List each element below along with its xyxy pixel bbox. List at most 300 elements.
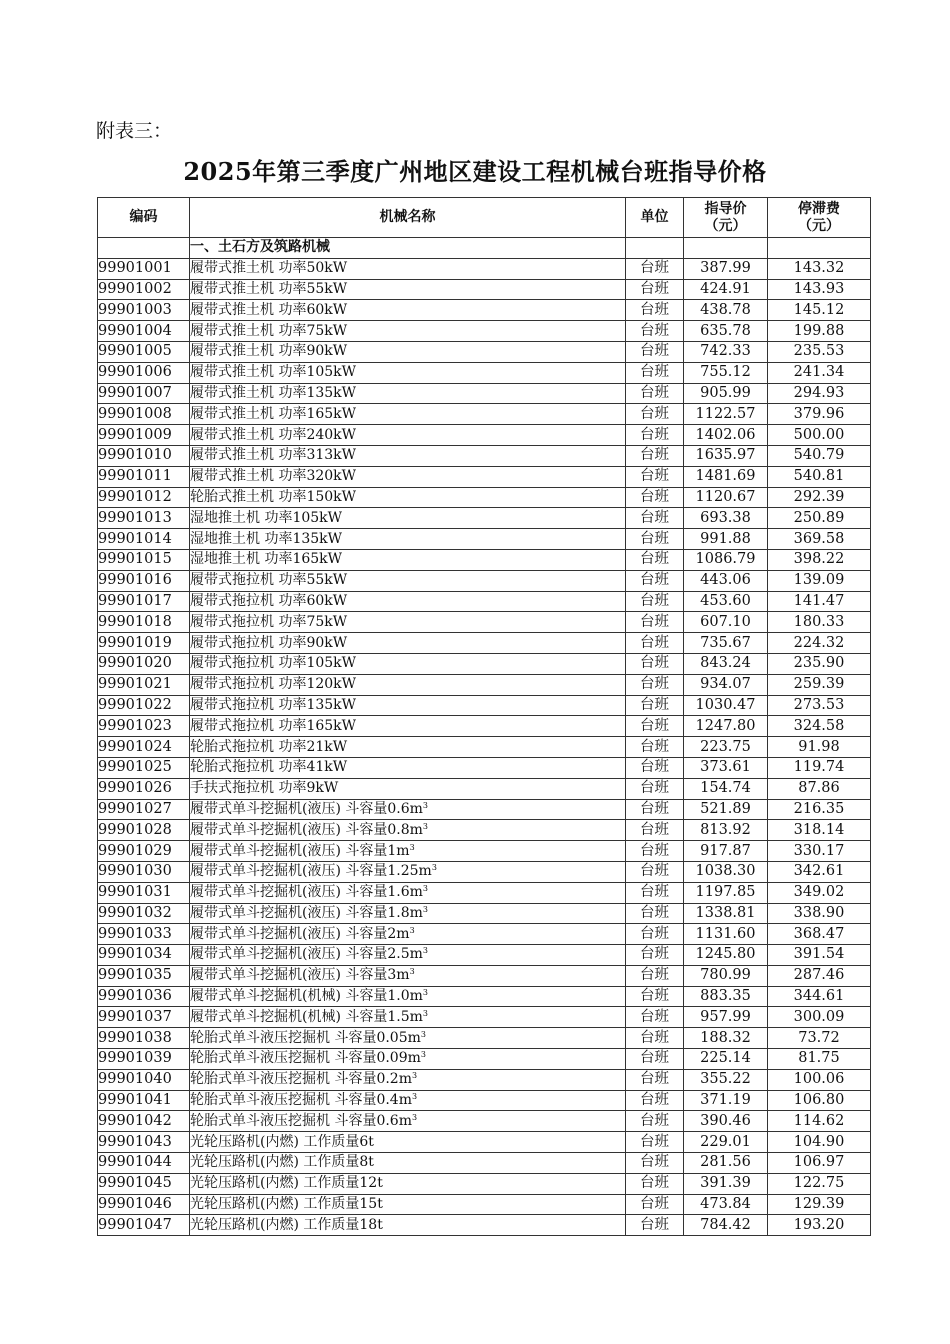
unit-cell: 台班 xyxy=(626,757,684,778)
section-row xyxy=(98,238,871,259)
code-cell: 99901005 xyxy=(98,341,190,362)
code-cell: 99901006 xyxy=(98,362,190,383)
code-cell: 99901037 xyxy=(98,1007,190,1028)
guide-price-cell: 229.01 xyxy=(684,1132,768,1153)
unit-cell: 台班 xyxy=(626,903,684,924)
guide-price-cell: 223.75 xyxy=(684,737,768,758)
unit-cell: 台班 xyxy=(626,1153,684,1174)
idle-fee-cell: 180.33 xyxy=(768,612,871,633)
unit-cell: 台班 xyxy=(626,965,684,986)
idle-fee-cell: 300.09 xyxy=(768,1007,871,1028)
code-cell: 99901008 xyxy=(98,404,190,425)
header-code: 编码 xyxy=(98,198,190,238)
header-row xyxy=(98,198,871,238)
guide-price-cell: 355.22 xyxy=(684,1069,768,1090)
code-cell: 99901003 xyxy=(98,300,190,321)
name-cell: 履带式单斗挖掘机(液压) 斗容量$0.8m^3$ xyxy=(190,820,626,841)
unit-cell: 台班 xyxy=(626,1173,684,1194)
code-cell: 99901024 xyxy=(98,737,190,758)
name-cell: 履带式单斗挖掘机(液压) 斗容量$1.6m^3$ xyxy=(190,882,626,903)
unit-cell: 台班 xyxy=(626,1090,684,1111)
table-row xyxy=(98,1132,871,1153)
unit-cell: 台班 xyxy=(626,570,684,591)
table-row xyxy=(98,279,871,300)
name-cell: 履带式单斗挖掘机(液压) 斗容量$2m^3$ xyxy=(190,924,626,945)
code-cell: 99901045 xyxy=(98,1173,190,1194)
code-cell: 99901012 xyxy=(98,487,190,508)
idle-fee-cell: 143.93 xyxy=(768,279,871,300)
idle-fee-cell: 129.39 xyxy=(768,1194,871,1215)
name-cell: 履带式推土机 功率75kW xyxy=(190,321,626,342)
table-row xyxy=(98,882,871,903)
idle-fee-cell: 241.34 xyxy=(768,362,871,383)
code-cell: 99901002 xyxy=(98,279,190,300)
guide-price-cell: 735.67 xyxy=(684,633,768,654)
idle-fee-cell: 122.75 xyxy=(768,1173,871,1194)
name-cell: 履带式拖拉机 功率105kW xyxy=(190,653,626,674)
table-row xyxy=(98,986,871,1007)
name-cell: 履带式单斗挖掘机(液压) 斗容量$2.5m^3$ xyxy=(190,945,626,966)
unit-cell: 台班 xyxy=(626,487,684,508)
section-code-cell xyxy=(98,238,190,259)
unit-cell: 台班 xyxy=(626,508,684,529)
unit-cell: 台班 xyxy=(626,300,684,321)
name-cell: 湿地推土机 功率135kW xyxy=(190,529,626,550)
idle-fee-cell: 91.98 xyxy=(768,737,871,758)
idle-fee-cell: 119.74 xyxy=(768,757,871,778)
idle-fee-cell: 349.02 xyxy=(768,882,871,903)
unit-cell: 台班 xyxy=(626,674,684,695)
code-cell: 99901014 xyxy=(98,529,190,550)
unit-cell: 台班 xyxy=(626,445,684,466)
idle-fee-cell: 330.17 xyxy=(768,841,871,862)
unit-cell: 台班 xyxy=(626,466,684,487)
idle-fee-cell: 294.93 xyxy=(768,383,871,404)
unit-cell: 台班 xyxy=(626,1007,684,1028)
idle-fee-cell: 338.90 xyxy=(768,903,871,924)
name-cell: 履带式推土机 功率165kW xyxy=(190,404,626,425)
code-cell: 99901031 xyxy=(98,882,190,903)
code-cell: 99901046 xyxy=(98,1194,190,1215)
name-cell: 履带式拖拉机 功率55kW xyxy=(190,570,626,591)
header-guide-price xyxy=(684,198,768,238)
idle-fee-cell: 250.89 xyxy=(768,508,871,529)
guide-price-cell: 957.99 xyxy=(684,1007,768,1028)
table-row xyxy=(98,425,871,446)
idle-fee-cell: 100.06 xyxy=(768,1069,871,1090)
name-cell: 履带式单斗挖掘机(机械) 斗容量$1.5m^3$ xyxy=(190,1007,626,1028)
unit-cell: 台班 xyxy=(626,841,684,862)
name-cell: 履带式推土机 功率55kW xyxy=(190,279,626,300)
table-row xyxy=(98,945,871,966)
unit-cell: 台班 xyxy=(626,362,684,383)
unit-cell: 台班 xyxy=(626,633,684,654)
idle-fee-cell: 141.47 xyxy=(768,591,871,612)
guide-price-cell: 1122.57 xyxy=(684,404,768,425)
table-row xyxy=(98,258,871,279)
code-cell: 99901025 xyxy=(98,757,190,778)
table-row xyxy=(98,1215,871,1236)
guide-price-cell: 780.99 xyxy=(684,965,768,986)
unit-cell: 台班 xyxy=(626,258,684,279)
table-row xyxy=(98,1007,871,1028)
name-cell: 光轮压路机(内燃) 工作质量8t xyxy=(190,1153,626,1174)
idle-fee-cell: 540.81 xyxy=(768,466,871,487)
header-name: 机械名称 xyxy=(190,198,626,238)
code-cell: 99901041 xyxy=(98,1090,190,1111)
idle-fee-cell: 81.75 xyxy=(768,1049,871,1070)
idle-fee-cell: 73.72 xyxy=(768,1028,871,1049)
guide-price-cell: 1030.47 xyxy=(684,695,768,716)
code-cell: 99901028 xyxy=(98,820,190,841)
code-cell: 99901007 xyxy=(98,383,190,404)
name-cell: 手扶式拖拉机 功率9kW xyxy=(190,778,626,799)
section-idle-cell xyxy=(768,238,871,259)
table-row xyxy=(98,653,871,674)
code-cell: 99901001 xyxy=(98,258,190,279)
guide-price-cell: 1635.97 xyxy=(684,445,768,466)
idle-fee-cell: 287.46 xyxy=(768,965,871,986)
table-row xyxy=(98,1173,871,1194)
name-cell: 履带式拖拉机 功率165kW xyxy=(190,716,626,737)
name-cell: 履带式拖拉机 功率60kW xyxy=(190,591,626,612)
code-cell: 99901010 xyxy=(98,445,190,466)
idle-fee-cell: 106.80 xyxy=(768,1090,871,1111)
unit-cell: 台班 xyxy=(626,279,684,300)
unit-cell: 台班 xyxy=(626,1069,684,1090)
idle-fee-cell: 145.12 xyxy=(768,300,871,321)
guide-price-cell: 391.39 xyxy=(684,1173,768,1194)
table-row xyxy=(98,799,871,820)
table-row xyxy=(98,383,871,404)
name-cell: 履带式推土机 功率313kW xyxy=(190,445,626,466)
unit-cell: 台班 xyxy=(626,799,684,820)
unit-cell: 台班 xyxy=(626,1215,684,1236)
code-cell: 99901039 xyxy=(98,1049,190,1070)
idle-fee-cell: 259.39 xyxy=(768,674,871,695)
unit-cell: 台班 xyxy=(626,1194,684,1215)
table-row xyxy=(98,903,871,924)
unit-cell: 台班 xyxy=(626,716,684,737)
guide-price-cell: 473.84 xyxy=(684,1194,768,1215)
name-cell: 履带式推土机 功率50kW xyxy=(190,258,626,279)
guide-price-cell: 883.35 xyxy=(684,986,768,1007)
table-row xyxy=(98,1111,871,1132)
name-cell: 光轮压路机(内燃) 工作质量6t xyxy=(190,1132,626,1153)
guide-price-cell: 281.56 xyxy=(684,1153,768,1174)
guide-price-cell: 373.61 xyxy=(684,757,768,778)
code-cell: 99901019 xyxy=(98,633,190,654)
code-cell: 99901044 xyxy=(98,1153,190,1174)
guide-price-cell: 390.46 xyxy=(684,1111,768,1132)
unit-cell: 台班 xyxy=(626,737,684,758)
guide-price-cell: 991.88 xyxy=(684,529,768,550)
guide-price-cell: 1481.69 xyxy=(684,466,768,487)
code-cell: 99901038 xyxy=(98,1028,190,1049)
code-cell: 99901034 xyxy=(98,945,190,966)
code-cell: 99901021 xyxy=(98,674,190,695)
table-row xyxy=(98,737,871,758)
guide-price-cell: 917.87 xyxy=(684,841,768,862)
table-row xyxy=(98,529,871,550)
unit-cell: 台班 xyxy=(626,1028,684,1049)
section-unit-cell xyxy=(626,238,684,259)
guide-price-cell: 443.06 xyxy=(684,570,768,591)
name-cell: 履带式单斗挖掘机(机械) 斗容量$1.0m^3$ xyxy=(190,986,626,1007)
guide-price-cell: 438.78 xyxy=(684,300,768,321)
guide-price-cell: 1120.67 xyxy=(684,487,768,508)
code-cell: 99901018 xyxy=(98,612,190,633)
table-row xyxy=(98,570,871,591)
table-row xyxy=(98,445,871,466)
idle-fee-cell: 324.58 xyxy=(768,716,871,737)
name-cell: 履带式单斗挖掘机(液压) 斗容量$3m^3$ xyxy=(190,965,626,986)
name-cell: 履带式推土机 功率60kW xyxy=(190,300,626,321)
unit-cell: 台班 xyxy=(626,986,684,1007)
name-cell: 履带式拖拉机 功率120kW xyxy=(190,674,626,695)
name-cell: 履带式单斗挖掘机(液压) 斗容量$1.25m^3$ xyxy=(190,861,626,882)
name-cell: 光轮压路机(内燃) 工作质量12t xyxy=(190,1173,626,1194)
guide-price-cell: 154.74 xyxy=(684,778,768,799)
code-cell: 99901036 xyxy=(98,986,190,1007)
idle-fee-cell: 87.86 xyxy=(768,778,871,799)
unit-cell: 台班 xyxy=(626,653,684,674)
idle-fee-cell: 199.88 xyxy=(768,321,871,342)
unit-cell: 台班 xyxy=(626,321,684,342)
table-row xyxy=(98,321,871,342)
unit-cell: 台班 xyxy=(626,425,684,446)
idle-fee-cell: 273.53 xyxy=(768,695,871,716)
unit-cell: 台班 xyxy=(626,383,684,404)
name-cell: 轮胎式单斗液压挖掘机 斗容量$0.09m^3$ xyxy=(190,1049,626,1070)
name-cell: 轮胎式拖拉机 功率41kW xyxy=(190,757,626,778)
unit-cell: 台班 xyxy=(626,612,684,633)
table-row xyxy=(98,1153,871,1174)
guide-price-cell: 1338.81 xyxy=(684,903,768,924)
code-cell: 99901017 xyxy=(98,591,190,612)
table-row xyxy=(98,1090,871,1111)
guide-price-cell: 635.78 xyxy=(684,321,768,342)
table-row xyxy=(98,841,871,862)
name-cell: 轮胎式单斗液压挖掘机 斗容量$0.4m^3$ xyxy=(190,1090,626,1111)
unit-cell: 台班 xyxy=(626,945,684,966)
guide-price-cell: 1247.80 xyxy=(684,716,768,737)
name-cell: 履带式单斗挖掘机(液压) 斗容量$1m^3$ xyxy=(190,841,626,862)
idle-fee-cell: 193.20 xyxy=(768,1215,871,1236)
idle-fee-cell: 344.61 xyxy=(768,986,871,1007)
guide-price-cell: 843.24 xyxy=(684,653,768,674)
page-title: 2025年第三季度广州地区建设工程机械台班指导价格 xyxy=(183,157,767,186)
guide-price-cell: 387.99 xyxy=(684,258,768,279)
table-row xyxy=(98,1194,871,1215)
idle-fee-cell: 235.53 xyxy=(768,341,871,362)
table-row xyxy=(98,695,871,716)
code-cell: 99901013 xyxy=(98,508,190,529)
idle-fee-cell: 216.35 xyxy=(768,799,871,820)
name-cell: 履带式拖拉机 功率90kW xyxy=(190,633,626,654)
name-cell: 轮胎式推土机 功率150kW xyxy=(190,487,626,508)
unit-cell: 台班 xyxy=(626,591,684,612)
name-cell: 履带式单斗挖掘机(液压) 斗容量$0.6m^3$ xyxy=(190,799,626,820)
unit-cell: 台班 xyxy=(626,820,684,841)
idle-fee-cell: 500.00 xyxy=(768,425,871,446)
idle-fee-cell: 224.32 xyxy=(768,633,871,654)
idle-fee-cell: 368.47 xyxy=(768,924,871,945)
unit-cell: 台班 xyxy=(626,1111,684,1132)
idle-fee-cell: 540.79 xyxy=(768,445,871,466)
name-cell: 轮胎式单斗液压挖掘机 斗容量$0.6m^3$ xyxy=(190,1111,626,1132)
unit-cell: 台班 xyxy=(626,924,684,945)
code-cell: 99901032 xyxy=(98,903,190,924)
name-cell: 履带式推土机 功率320kW xyxy=(190,466,626,487)
guide-price-cell: 905.99 xyxy=(684,383,768,404)
table-row xyxy=(98,508,871,529)
guide-price-cell: 371.19 xyxy=(684,1090,768,1111)
table-row xyxy=(98,820,871,841)
name-cell: 履带式推土机 功率240kW xyxy=(190,425,626,446)
name-cell: 履带式推土机 功率90kW xyxy=(190,341,626,362)
table-row xyxy=(98,487,871,508)
guide-price-cell: 607.10 xyxy=(684,612,768,633)
idle-fee-cell: 398.22 xyxy=(768,549,871,570)
idle-fee-cell: 106.97 xyxy=(768,1153,871,1174)
guide-price-cell: 1197.85 xyxy=(684,882,768,903)
guide-price-cell: 453.60 xyxy=(684,591,768,612)
code-cell: 99901047 xyxy=(98,1215,190,1236)
table-row xyxy=(98,674,871,695)
code-cell: 99901027 xyxy=(98,799,190,820)
header-unit: 单位 xyxy=(626,198,684,238)
guide-price-cell: 1086.79 xyxy=(684,549,768,570)
unit-cell: 台班 xyxy=(626,341,684,362)
table-body xyxy=(98,238,871,1236)
guide-price-cell: 521.89 xyxy=(684,799,768,820)
unit-cell: 台班 xyxy=(626,778,684,799)
idle-fee-cell: 391.54 xyxy=(768,945,871,966)
code-cell: 99901033 xyxy=(98,924,190,945)
guide-price-cell: 784.42 xyxy=(684,1215,768,1236)
name-cell: 履带式拖拉机 功率135kW xyxy=(190,695,626,716)
guide-price-cell: 1245.80 xyxy=(684,945,768,966)
name-cell: 轮胎式单斗液压挖掘机 斗容量$0.05m^3$ xyxy=(190,1028,626,1049)
idle-fee-cell: 139.09 xyxy=(768,570,871,591)
idle-fee-cell: 143.32 xyxy=(768,258,871,279)
guide-price-cell: 1038.30 xyxy=(684,861,768,882)
idle-fee-cell: 369.58 xyxy=(768,529,871,550)
table-row xyxy=(98,1069,871,1090)
code-cell: 99901016 xyxy=(98,570,190,591)
name-cell: 轮胎式拖拉机 功率21kW xyxy=(190,737,626,758)
table-row xyxy=(98,1049,871,1070)
guide-price-cell: 934.07 xyxy=(684,674,768,695)
section-title: 一、土石方及筑路机械 xyxy=(190,238,626,259)
header-idle-fee xyxy=(768,198,871,238)
guide-price-cell: 742.33 xyxy=(684,341,768,362)
table-row xyxy=(98,924,871,945)
code-cell: 99901009 xyxy=(98,425,190,446)
table-row xyxy=(98,362,871,383)
code-cell: 99901043 xyxy=(98,1132,190,1153)
name-cell: 湿地推土机 功率105kW xyxy=(190,508,626,529)
table-row xyxy=(98,300,871,321)
code-cell: 99901004 xyxy=(98,321,190,342)
code-cell: 99901023 xyxy=(98,716,190,737)
price-table xyxy=(97,197,871,1236)
name-cell: 履带式推土机 功率105kW xyxy=(190,362,626,383)
unit-cell: 台班 xyxy=(626,529,684,550)
name-cell: 履带式单斗挖掘机(液压) 斗容量$1.8m^3$ xyxy=(190,903,626,924)
guide-price-cell: 755.12 xyxy=(684,362,768,383)
idle-fee-cell: 104.90 xyxy=(768,1132,871,1153)
guide-price-cell: 188.32 xyxy=(684,1028,768,1049)
guide-price-cell: 813.92 xyxy=(684,820,768,841)
attachment-label: 附表三： xyxy=(96,120,173,142)
header-idle-fee-text: 停滞费（元） xyxy=(798,200,840,234)
table-row xyxy=(98,965,871,986)
table-row xyxy=(98,404,871,425)
code-cell: 99901026 xyxy=(98,778,190,799)
table-row xyxy=(98,549,871,570)
code-cell: 99901020 xyxy=(98,653,190,674)
table-row xyxy=(98,612,871,633)
table-row xyxy=(98,778,871,799)
idle-fee-cell: 235.90 xyxy=(768,653,871,674)
code-cell: 99901030 xyxy=(98,861,190,882)
unit-cell: 台班 xyxy=(626,1049,684,1070)
unit-cell: 台班 xyxy=(626,861,684,882)
code-cell: 99901022 xyxy=(98,695,190,716)
guide-price-cell: 1402.06 xyxy=(684,425,768,446)
idle-fee-cell: 292.39 xyxy=(768,487,871,508)
table-row xyxy=(98,716,871,737)
unit-cell: 台班 xyxy=(626,404,684,425)
unit-cell: 台班 xyxy=(626,695,684,716)
idle-fee-cell: 114.62 xyxy=(768,1111,871,1132)
name-cell: 光轮压路机(内燃) 工作质量15t xyxy=(190,1194,626,1215)
unit-cell: 台班 xyxy=(626,1132,684,1153)
code-cell: 99901029 xyxy=(98,841,190,862)
unit-cell: 台班 xyxy=(626,549,684,570)
table-row xyxy=(98,466,871,487)
guide-price-cell: 225.14 xyxy=(684,1049,768,1070)
guide-price-cell: 693.38 xyxy=(684,508,768,529)
table-row xyxy=(98,633,871,654)
table-row xyxy=(98,341,871,362)
idle-fee-cell: 318.14 xyxy=(768,820,871,841)
name-cell: 履带式拖拉机 功率75kW xyxy=(190,612,626,633)
idle-fee-cell: 342.61 xyxy=(768,861,871,882)
name-cell: 履带式推土机 功率135kW xyxy=(190,383,626,404)
table-row xyxy=(98,591,871,612)
code-cell: 99901015 xyxy=(98,549,190,570)
section-price-cell xyxy=(684,238,768,259)
name-cell: 轮胎式单斗液压挖掘机 斗容量$0.2m^3$ xyxy=(190,1069,626,1090)
guide-price-cell: 1131.60 xyxy=(684,924,768,945)
name-cell: 湿地推土机 功率165kW xyxy=(190,549,626,570)
unit-cell: 台班 xyxy=(626,882,684,903)
header-guide-price-text: 指导价（元） xyxy=(704,200,747,234)
code-cell: 99901042 xyxy=(98,1111,190,1132)
table-row xyxy=(98,757,871,778)
guide-price-cell: 424.91 xyxy=(684,279,768,300)
code-cell: 99901040 xyxy=(98,1069,190,1090)
idle-fee-cell: 379.96 xyxy=(768,404,871,425)
table-row xyxy=(98,1028,871,1049)
code-cell: 99901011 xyxy=(98,466,190,487)
name-cell: 光轮压路机(内燃) 工作质量18t xyxy=(190,1215,626,1236)
table-row xyxy=(98,861,871,882)
code-cell: 99901035 xyxy=(98,965,190,986)
